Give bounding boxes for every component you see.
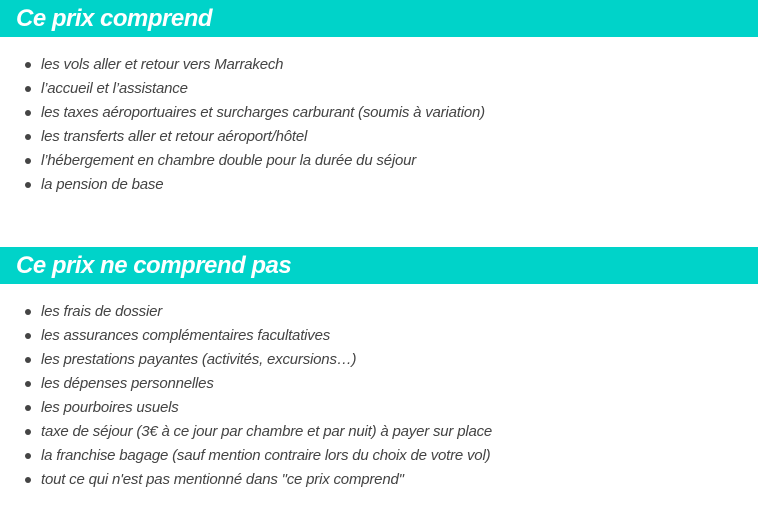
list-item [0,101,485,125]
list-item-text: les transferts aller et retour aéroport/hôtel [41,128,308,145]
list-item-text: l’hébergement en chambre double pour la durée du séjour [41,152,417,169]
list-item-text: l’accueil et l’assistance [41,80,188,97]
bullet-icon [25,158,31,164]
list-item [0,125,485,149]
excluded-list [0,300,492,492]
list-item [0,372,492,396]
bullet-icon [25,477,31,483]
list-item-text: la pension de base [41,176,164,193]
list-item-text: tout ce qui n'est pas mentionné dans "ce prix comprend" [41,471,404,488]
list-item [0,53,485,77]
bullet-icon [25,429,31,435]
list-item [0,149,485,173]
list-item-text: les vols aller et retour vers Marrakech [41,56,284,73]
list-item [0,173,485,197]
list-item [0,300,492,324]
bullet-icon [25,86,31,92]
included-list [0,53,485,197]
list-item-text: taxe de séjour (3€ à ce jour par chambre et par nuit) à payer sur place [41,423,493,440]
list-item [0,468,492,492]
list-item [0,396,492,420]
list-item [0,348,492,372]
bullet-icon [25,309,31,315]
list-item [0,324,492,348]
bullet-icon [25,333,31,339]
list-item-text: les dépenses personnelles [41,375,214,392]
bullet-icon [25,182,31,188]
list-item-text: les prestations payantes (activités, excursions…) [41,351,357,368]
bullet-icon [25,405,31,411]
included-title: Ce prix comprend [16,5,213,32]
bullet-icon [25,453,31,459]
excluded-header [0,247,758,284]
list-item-text: les assurances complémentaires facultatives [41,327,331,344]
bullet-icon [25,110,31,116]
list-item [0,77,485,101]
bullet-icon [25,381,31,387]
list-item [0,444,492,468]
list-item-text: les frais de dossier [41,303,163,320]
excluded-title: Ce prix ne comprend pas [16,252,292,279]
bullet-icon [25,62,31,68]
included-header [0,0,758,37]
bullet-icon [25,357,31,363]
list-item-text: les pourboires usuels [41,399,179,416]
list-item-text: la franchise bagage (sauf mention contraire lors du choix de votre vol) [41,447,491,464]
list-item-text: les taxes aéroportuaires et surcharges carburant (soumis à variation) [41,104,485,121]
bullet-icon [25,134,31,140]
list-item [0,420,492,444]
